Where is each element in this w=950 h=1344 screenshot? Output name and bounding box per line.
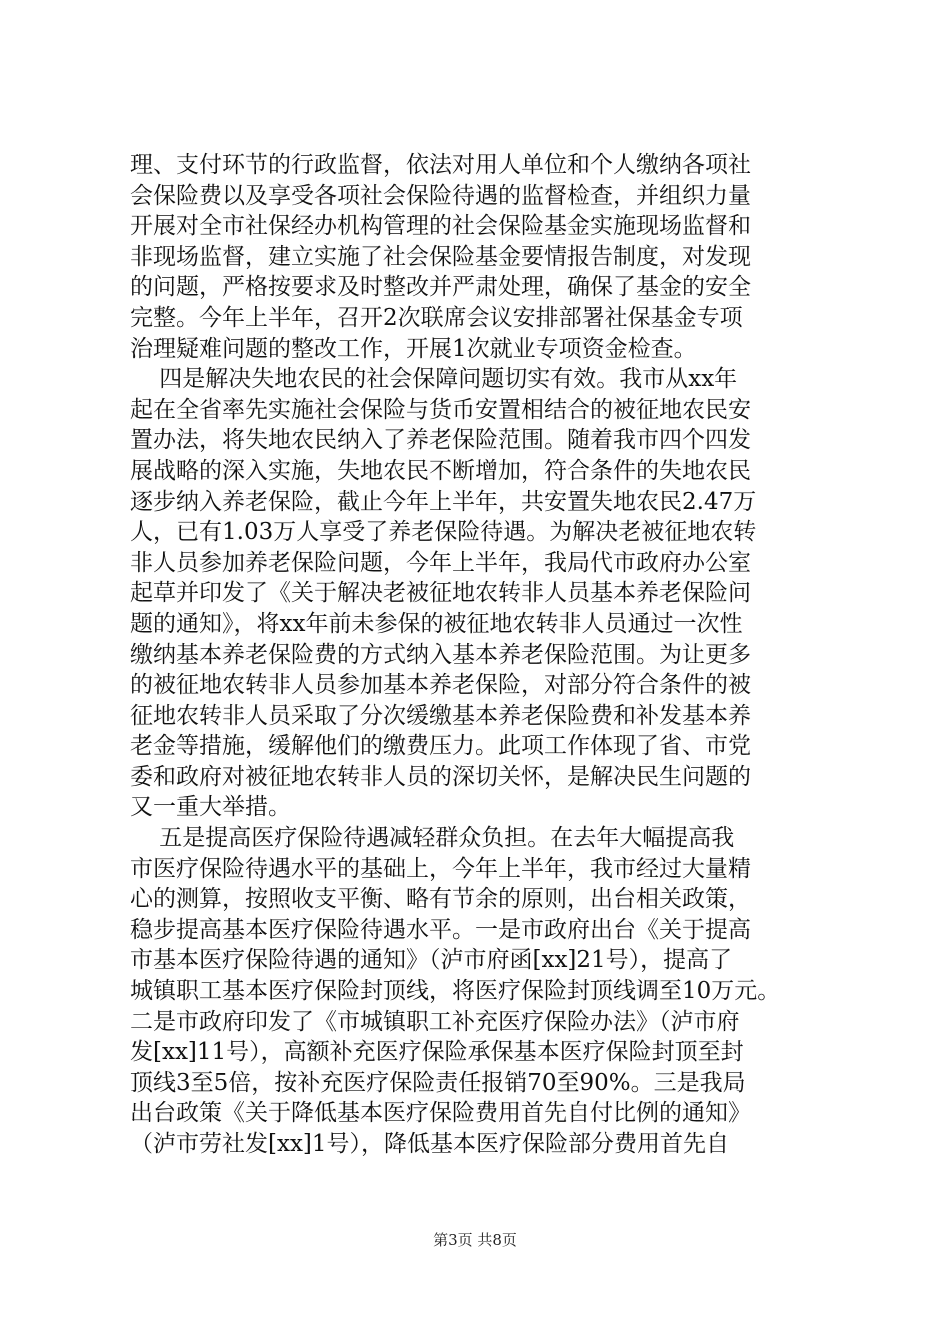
text-line: 起草并印发了《关于解决老被征地农转非人员基本养老保险问 (130, 580, 751, 607)
text-line: 起在全省率先实施社会保险与货币安置相结合的被征地农民安 (130, 396, 751, 423)
text-line: 征地农转非人员采取了分次缓缴基本养老保险费和补发基本养 (130, 702, 751, 729)
text-line: 置办法，将失地农民纳入了养老保险范围。随着我市四个四发 (130, 427, 751, 454)
text-line: 会保险费以及享受各项社会保险待遇的监督检查，并组织力量 (130, 182, 751, 209)
text-line: 治理疑难问题的整改工作，开展1次就业专项资金检查。 (130, 335, 697, 362)
text-line: 城镇职工基本医疗保险封顶线，将医疗保险封顶线调至10万元。 (130, 978, 781, 1005)
text-line: 二是市政府印发了《市城镇职工补充医疗保险办法》（泸市府 (130, 1008, 740, 1035)
page-footer: 第3页 共8页 (433, 1231, 517, 1249)
text-line: 四是解决失地农民的社会保障问题切实有效。我市从xx年 (130, 366, 738, 393)
text-line: 理、支付环节的行政监督，依法对用人单位和个人缴纳各项社 (130, 152, 751, 178)
text-line: 的问题，严格按要求及时整改并严肃处理，确保了基金的安全 (130, 274, 751, 301)
paragraph (130, 823, 850, 1160)
text-line: 展战略的深入实施，失地农民不断增加，符合条件的失地农民 (130, 457, 751, 484)
text-line: 老金等措施，缓解他们的缴费压力。此项工作体现了省、市党 (130, 733, 751, 760)
text-line: 发[xx]11号），高额补充医疗保险承保基本医疗保险封顶至封 (130, 1039, 744, 1066)
text-line: 心的测算，按照收支平衡、略有节余的原则，出台相关政策， (130, 886, 751, 913)
text-line: 又一重大举措。 (130, 794, 291, 821)
text-line: （泸市劳社发[xx]1号），降低基本医疗保险部分费用首先自 (130, 1131, 730, 1157)
document-body (130, 150, 850, 1160)
text-line: 出台政策《关于降低基本医疗保险费用首先自付比例的通知》 (130, 1100, 751, 1127)
text-line: 非人员参加养老保险问题，今年上半年，我局代市政府办公室 (130, 549, 751, 576)
text-line: 五是提高医疗保险待遇减轻群众负担。在去年大幅提高我 (130, 825, 735, 852)
text-line: 人，已有1.03万人享受了养老保险待遇。为解决老被征地农转 (130, 519, 757, 546)
text-line: 题的通知》，将xx年前未参保的被征地农转非人员通过一次性 (130, 610, 743, 637)
text-line: 开展对全市社保经办机构管理的社会保险基金实施现场监督和 (130, 213, 751, 240)
text-line: 委和政府对被征地农转非人员的深切关怀，是解决民生问题的 (130, 763, 751, 790)
text-line: 市医疗保险待遇水平的基础上，今年上半年，我市经过大量精 (130, 855, 751, 882)
text-line: 市基本医疗保险待遇的通知》（泸市府函[xx]21号），提高了 (130, 947, 733, 974)
text-line: 缴纳基本养老保险费的方式纳入基本养老保险范围。为让更多 (130, 641, 751, 668)
text-line: 完整。今年上半年，召开2次联席会议安排部署社保基金专项 (130, 304, 743, 331)
text-line: 顶线3至5倍，按补充医疗保险责任报销70至90%。三是我局 (130, 1069, 746, 1096)
text-line: 稳步提高基本医疗保险待遇水平。一是市政府出台《关于提高 (130, 916, 751, 943)
text-line: 非现场监督，建立实施了社会保险基金要情报告制度，对发现 (130, 243, 751, 270)
paragraph (130, 364, 850, 823)
text-line: 逐步纳入养老保险，截止今年上半年，共安置失地农民2.47万 (130, 488, 757, 515)
text-line: 的被征地农转非人员参加基本养老保险，对部分符合条件的被 (130, 672, 751, 699)
paragraph (130, 150, 850, 364)
